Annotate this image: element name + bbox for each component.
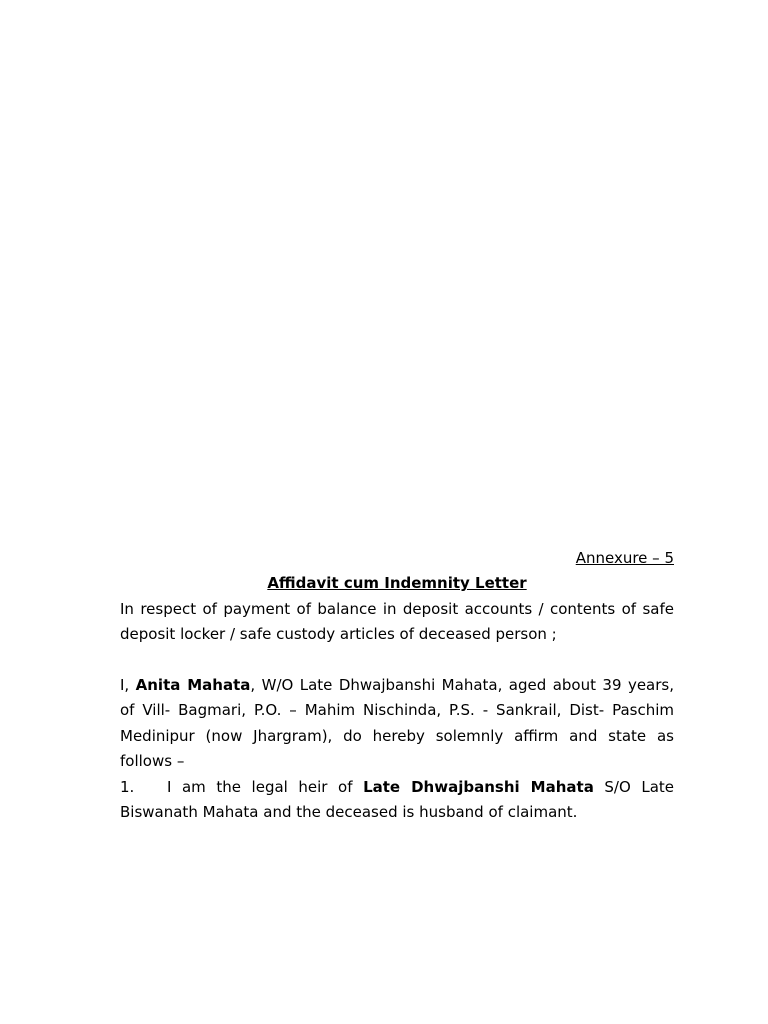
list-item — [120, 775, 674, 826]
claimant-name: Anita Mahata — [135, 676, 251, 695]
item-rest: S/O Late Biswanath Mahata and the deceased is husband of claimant. — [120, 777, 674, 822]
annexure-label: Annexure – 5 — [575, 549, 674, 567]
statement-rest: , W/O Late Dhwajbanshi Mahata, aged about 39 years, of Vill- Bagmari, P.O. – Mahim Nischinda, P.S. - Sankrail, Dist- Paschim Medinipur (now Jhargram), do hereby solemnly affirm and state as follows – — [120, 676, 674, 771]
item-number: 1. — [120, 777, 135, 796]
item-prefix: I am the legal heir of — [167, 777, 364, 796]
statement-paragraph — [120, 673, 674, 775]
intro-paragraph: In respect of payment of balance in deposit accounts / contents of safe deposit locker / safe custody articles of deceased person ; — [120, 599, 674, 644]
statement-prefix: I, — [120, 676, 136, 695]
deceased-name: Late Dhwajbanshi Mahata — [363, 777, 594, 796]
blank-line — [120, 648, 674, 673]
affidavit-document — [120, 546, 674, 825]
document-title: Affidavit cum Indemnity Letter — [267, 574, 527, 593]
